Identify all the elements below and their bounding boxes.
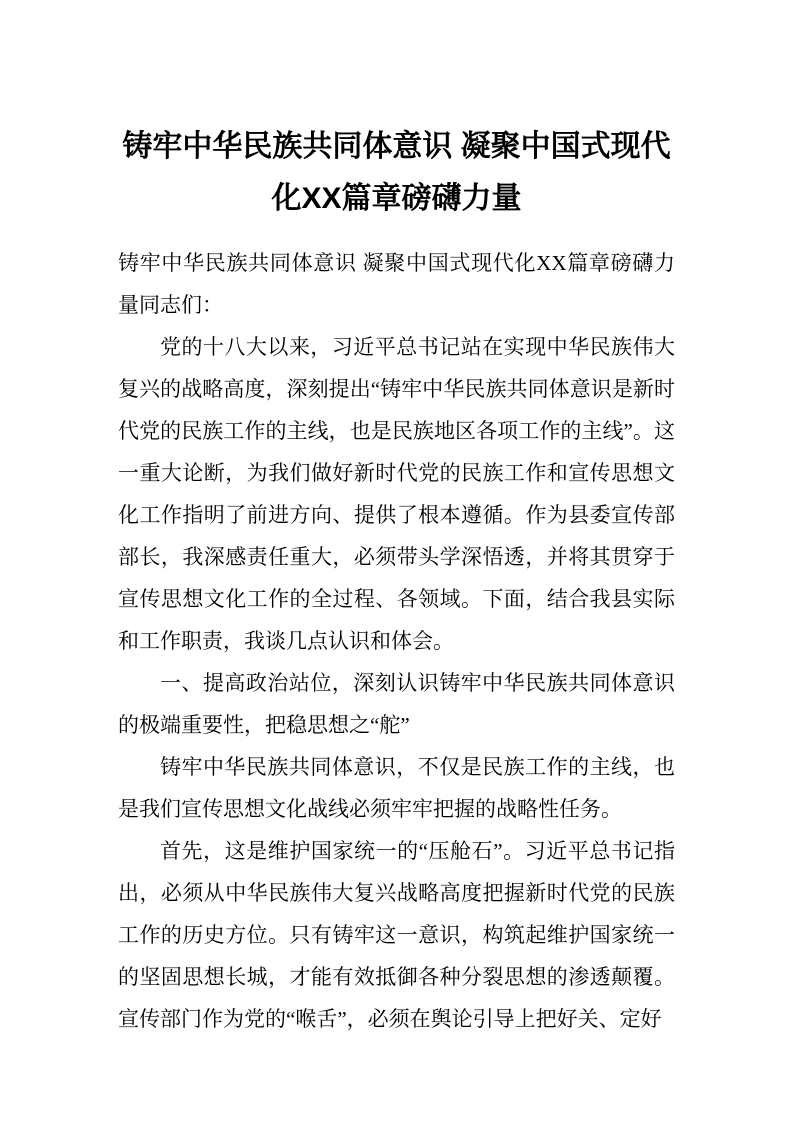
paragraph-section-heading-1: 一、提高政治站位，深刻认识铸牢中华民族共同体意识的极端重要性，把稳思想之“舵” xyxy=(118,671,675,737)
paragraph-salutation: 铸牢中华民族共同体意识 凝聚中国式现代化XX篇章磅礴力量同志们： xyxy=(118,251,675,317)
paragraph-intro: 党的十八大以来，习近平总书记站在实现中华民族伟大复兴的战略高度，深刻提出“铸牢中华民族共同体意识是新时代党的民族工作的主线，也是民族地区各项工作的主线”。这一重大论断，为我们做好新时代党的民族工作和宣传思想文化工作指明了前进方向、提供了根本遵循。作为县委宣传部部长，我深感责任重大，必须带头学深悟透，并将其贯穿于宣传思想文化工作的全过程、各领域。下面，结合我县实际和工作职责，我谈几点认识和体会。 xyxy=(118,335,675,653)
paragraph-section-1-first-point: 首先，这是维护国家统一的“压舱石”。习近平总书记指出，必须从中华民族伟大复兴战略高度把握新时代党的民族工作的历史方位。只有铸牢这一意识，构筑起维护国家统一的坚固思想长城，才能有效抵御各种分裂思想的渗透颠覆。宣传部门作为党的“喉舌”，必须在舆论引导上把好关、定好 xyxy=(118,839,675,1031)
paragraph-section-1-body: 铸牢中华民族共同体意识，不仅是民族工作的主线，也是我们宣传思想文化战线必须牢牢把握的战略性任务。 xyxy=(118,755,675,821)
document-body xyxy=(118,242,675,1040)
document-title: 铸牢中华民族共同体意识 凝聚中国式现代化XX篇章磅礴力量 xyxy=(122,130,671,215)
